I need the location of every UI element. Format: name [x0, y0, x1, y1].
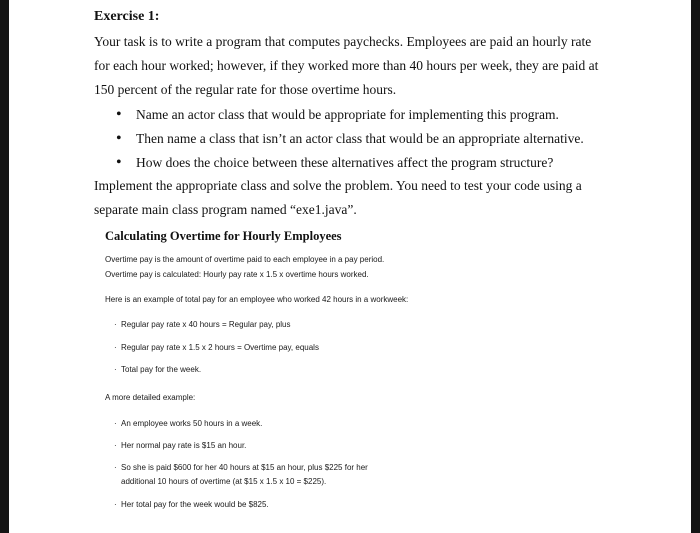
detailed-example-intro: A more detailed example: — [105, 393, 196, 402]
question-item-2 — [116, 131, 584, 147]
bullet-icon: · — [114, 500, 117, 509]
exercise-heading: Exercise 1: — [94, 9, 160, 24]
detailed-item-text: Her total pay for the week would be $825. — [121, 500, 269, 509]
detailed-item-3-continuation: additional 10 hours of overtime (at $15 x 1.5 x 10 = $225). — [121, 477, 327, 486]
question-text: How does the choice between these alternatives affect the program structure? — [136, 155, 554, 170]
bullet-icon: • — [116, 154, 122, 171]
intro-line-3: 150 percent of the regular rate for those overtime hours. — [94, 82, 397, 97]
detailed-item-3 — [114, 463, 368, 472]
question-item-1 — [116, 107, 559, 123]
example-intro: Here is an example of total pay for an employee who worked 42 hours in a workweek: — [105, 295, 409, 304]
example-item-text: Regular pay rate x 1.5 x 2 hours = Overtime pay, equals — [121, 343, 319, 352]
right-dark-margin — [691, 0, 700, 533]
detailed-item-1 — [114, 419, 262, 428]
question-item-3 — [116, 155, 553, 171]
example-item-1 — [114, 320, 291, 329]
example-item-text: Total pay for the week. — [121, 365, 202, 374]
detailed-item-text: So she is paid $600 for her 40 hours at $15 an hour, plus $225 for her — [121, 463, 368, 472]
bullet-icon: · — [114, 441, 117, 450]
left-dark-margin — [0, 0, 9, 533]
example-item-3 — [114, 365, 201, 374]
detailed-item-4 — [114, 500, 269, 509]
bullet-icon: • — [116, 106, 122, 123]
detailed-item-text: Her normal pay rate is $15 an hour. — [121, 441, 247, 450]
overtime-section-title: Calculating Overtime for Hourly Employees — [105, 229, 342, 243]
example-item-text: Regular pay rate x 40 hours = Regular pay, plus — [121, 320, 291, 329]
detailed-item-text: An employee works 50 hours in a week. — [121, 419, 263, 428]
overtime-definition-1: Overtime pay is the amount of overtime paid to each employee in a pay period. — [105, 255, 385, 264]
closing-line-1: Implement the appropriate class and solve the problem. You need to test your code using a — [94, 178, 582, 193]
closing-line-2: separate main class program named “exe1.java”. — [94, 202, 357, 217]
intro-line-2: for each hour worked; however, if they worked more than 40 hours per week, they are paid at — [94, 58, 599, 73]
bullet-icon: • — [116, 130, 122, 147]
bullet-icon: · — [114, 419, 117, 428]
question-text: Name an actor class that would be appropriate for implementing this program. — [136, 107, 559, 122]
overtime-definition-2: Overtime pay is calculated: Hourly pay rate x 1.5 x overtime hours worked. — [105, 270, 369, 279]
bullet-icon: · — [114, 343, 117, 352]
bullet-icon: · — [114, 365, 117, 374]
detailed-item-2 — [114, 441, 246, 450]
bullet-icon: · — [114, 463, 117, 472]
document-page — [9, 0, 691, 533]
example-item-2 — [114, 343, 319, 352]
question-text: Then name a class that isn’t an actor class that would be an appropriate alternative. — [136, 131, 584, 146]
intro-line-1: Your task is to write a program that computes paychecks. Employees are paid an hourly rate — [94, 34, 592, 49]
bullet-icon: · — [114, 320, 117, 329]
